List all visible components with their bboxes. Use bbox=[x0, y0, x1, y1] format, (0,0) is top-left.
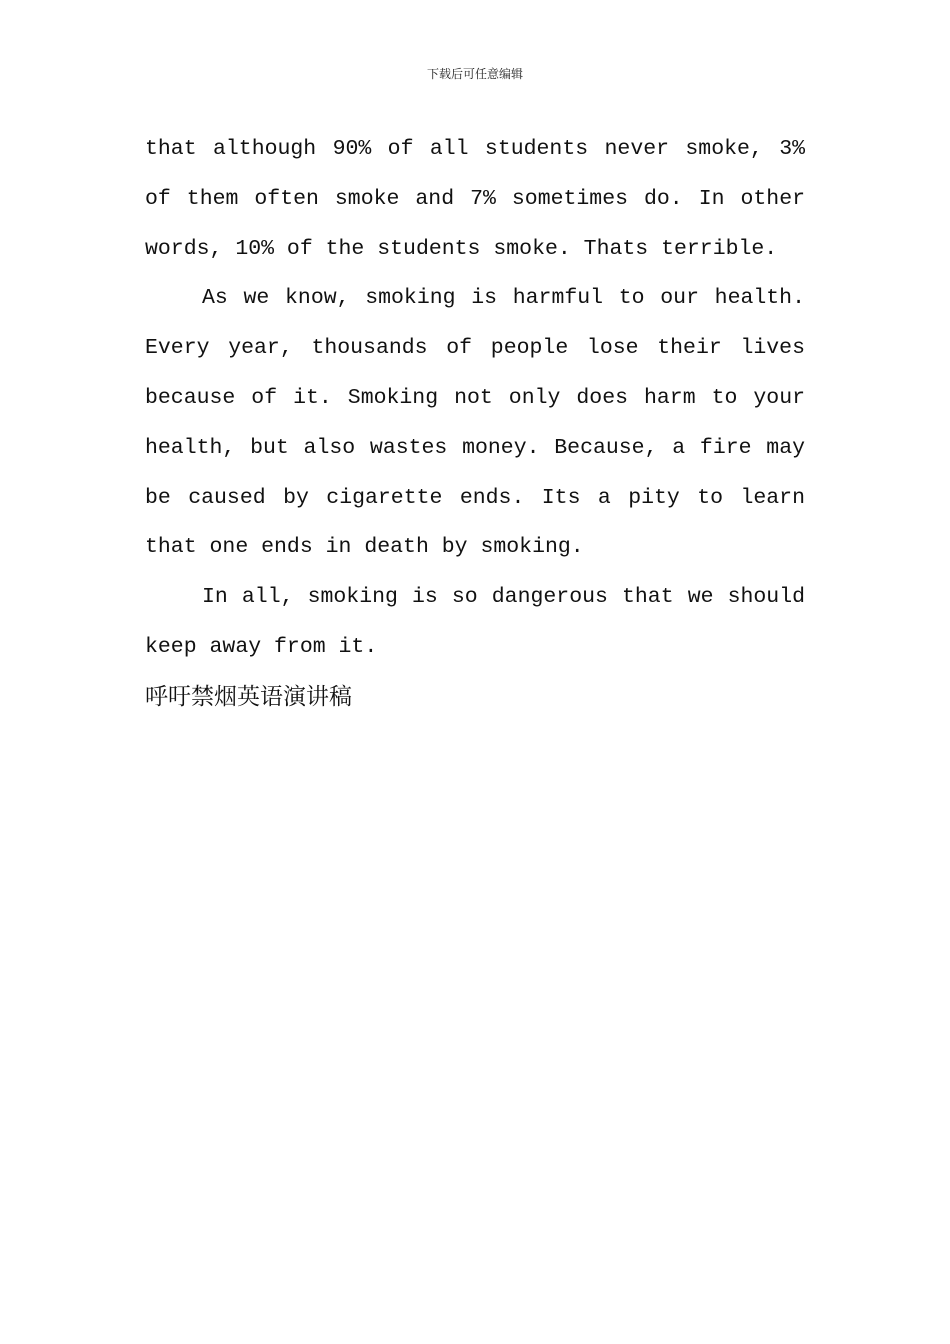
next-section-title: 呼吁禁烟英语演讲稿 bbox=[145, 683, 352, 710]
page-header: 下载后可任意编辑 bbox=[426, 67, 523, 81]
paragraph-1: that although 90% of all students never smoke, 3% of them often smoke and 7% sometimes do. In other words, 10% of the students smoke. Thats terrible. bbox=[145, 137, 805, 261]
paragraph-2: As we know, smoking is harmful to our health. Every year, thousands of people lose their lives because of it. Smoking not only does harm to your health, but also wastes money. Because, a fire may be caused by cigarette ends. Its a pity to learn that one ends in death by smoking. bbox=[145, 286, 805, 560]
paragraph-3: In all, smoking is so dangerous that we should keep away from it. bbox=[145, 585, 805, 659]
document-body bbox=[145, 125, 805, 723]
